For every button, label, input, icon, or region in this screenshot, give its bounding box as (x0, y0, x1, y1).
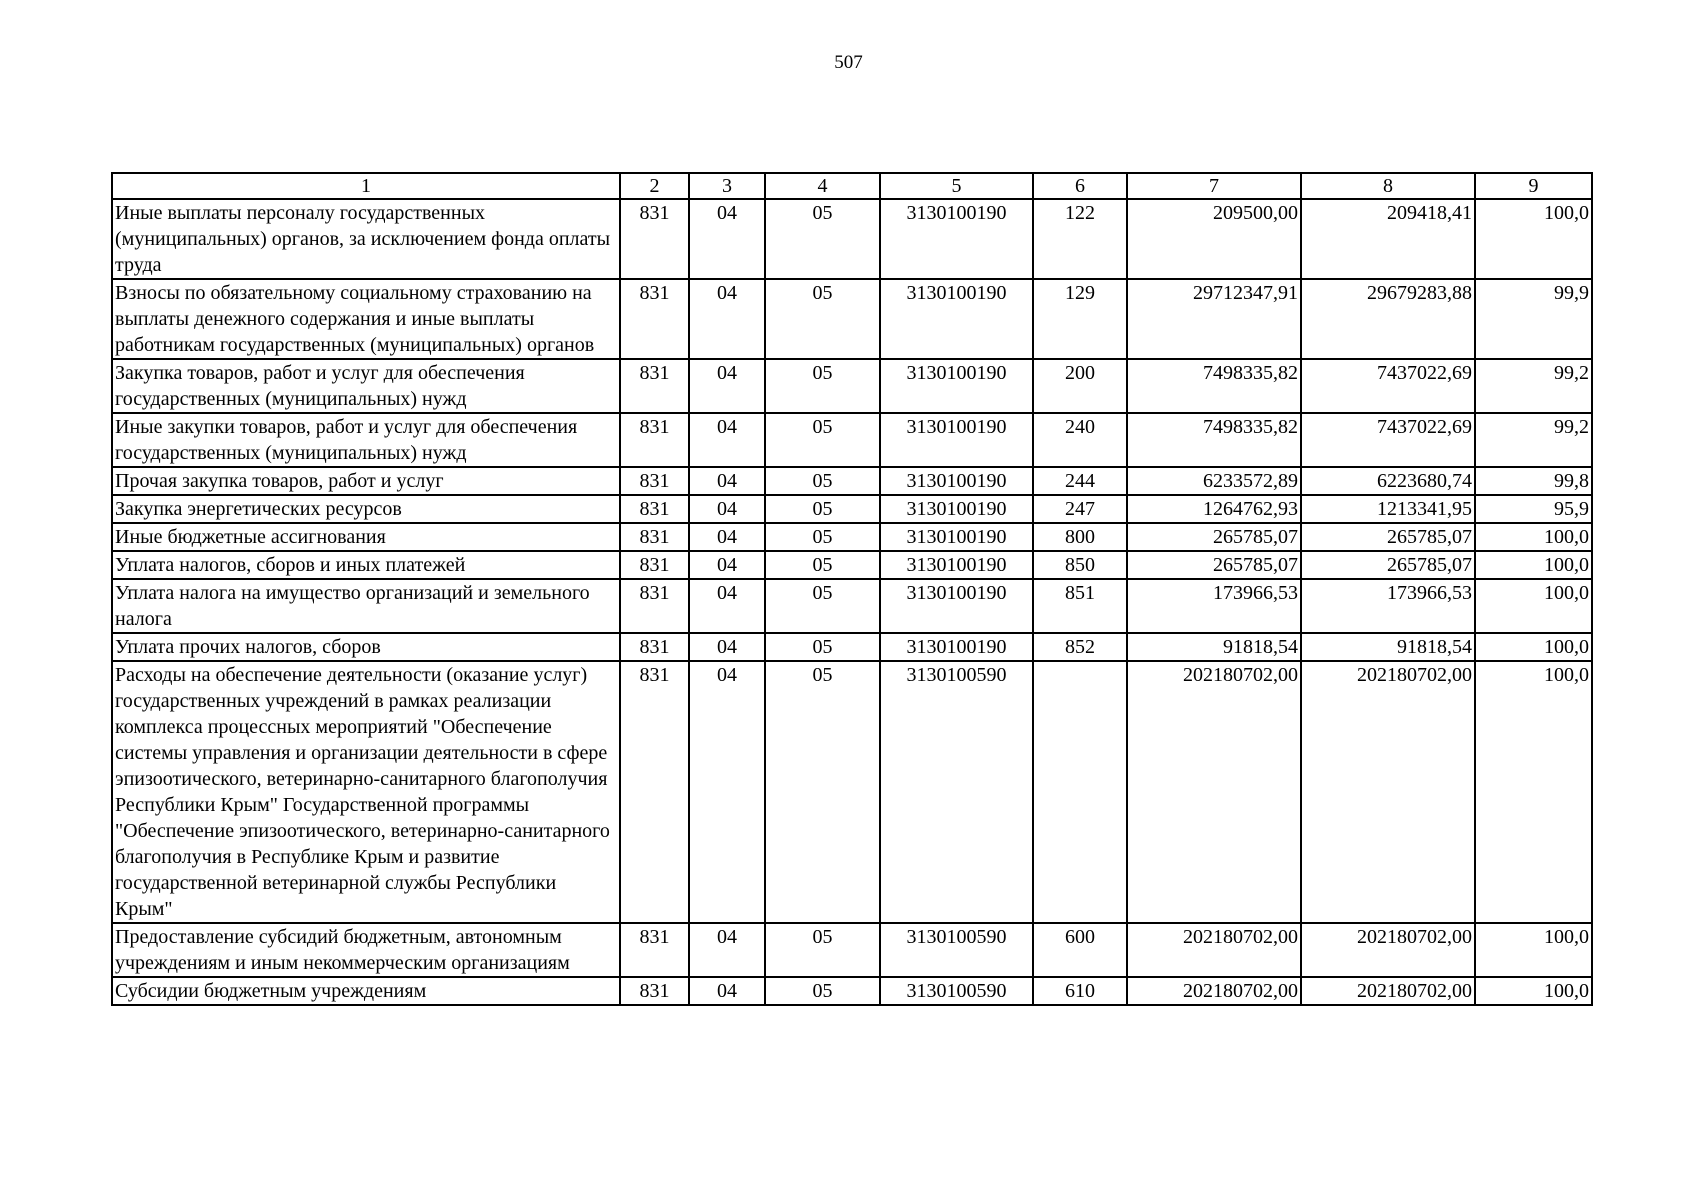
col9-percent-cell: 100,0 (1475, 523, 1592, 551)
col2-cell: 831 (620, 633, 689, 661)
col7-amount-cell: 29712347,91 (1127, 279, 1301, 359)
col5-cell: 3130100190 (880, 495, 1033, 523)
col6-cell: 600 (1033, 923, 1127, 977)
col9-percent-cell: 95,9 (1475, 495, 1592, 523)
table-row (112, 661, 1592, 923)
table-row (112, 923, 1592, 977)
col8-amount-cell: 1213341,95 (1301, 495, 1475, 523)
col7-amount-cell: 6233572,89 (1127, 467, 1301, 495)
col3-cell: 04 (689, 923, 765, 977)
col6-cell: 852 (1033, 633, 1127, 661)
col4-cell: 05 (765, 923, 880, 977)
header-cell: 4 (765, 173, 880, 199)
col2-cell: 831 (620, 359, 689, 413)
col9-percent-cell: 100,0 (1475, 977, 1592, 1005)
col2-cell: 831 (620, 279, 689, 359)
col2-cell: 831 (620, 199, 689, 279)
col2-cell: 831 (620, 579, 689, 633)
col4-cell: 05 (765, 661, 880, 923)
col7-amount-cell: 265785,07 (1127, 551, 1301, 579)
col3-cell: 04 (689, 977, 765, 1005)
page-number: 507 (834, 52, 863, 73)
col2-cell: 831 (620, 923, 689, 977)
row-name-cell: Иные бюджетные ассигнования (112, 523, 620, 551)
col2-cell: 831 (620, 551, 689, 579)
col3-cell: 04 (689, 359, 765, 413)
col5-cell: 3130100190 (880, 413, 1033, 467)
col5-cell: 3130100190 (880, 199, 1033, 279)
col7-amount-cell: 7498335,82 (1127, 413, 1301, 467)
col7-amount-cell: 265785,07 (1127, 523, 1301, 551)
col6-cell: 610 (1033, 977, 1127, 1005)
col4-cell: 05 (765, 359, 880, 413)
table-row (112, 633, 1592, 661)
col8-amount-cell: 7437022,69 (1301, 413, 1475, 467)
table-row (112, 551, 1592, 579)
col5-cell: 3130100590 (880, 977, 1033, 1005)
header-cell: 6 (1033, 173, 1127, 199)
col5-cell: 3130100190 (880, 359, 1033, 413)
header-cell: 5 (880, 173, 1033, 199)
col4-cell: 05 (765, 579, 880, 633)
table-row (112, 413, 1592, 467)
col6-cell: 244 (1033, 467, 1127, 495)
header-cell: 9 (1475, 173, 1592, 199)
col7-amount-cell: 202180702,00 (1127, 923, 1301, 977)
col8-amount-cell: 202180702,00 (1301, 977, 1475, 1005)
col7-amount-cell: 209500,00 (1127, 199, 1301, 279)
col5-cell: 3130100190 (880, 279, 1033, 359)
col4-cell: 05 (765, 551, 880, 579)
col6-cell: 129 (1033, 279, 1127, 359)
col9-percent-cell: 99,2 (1475, 413, 1592, 467)
col6-cell: 800 (1033, 523, 1127, 551)
col2-cell: 831 (620, 413, 689, 467)
col9-percent-cell: 100,0 (1475, 199, 1592, 279)
col6-cell: 200 (1033, 359, 1127, 413)
col8-amount-cell: 202180702,00 (1301, 661, 1475, 923)
col5-cell: 3130100590 (880, 661, 1033, 923)
col5-cell: 3130100190 (880, 467, 1033, 495)
table-row (112, 977, 1592, 1005)
col4-cell: 05 (765, 467, 880, 495)
col9-percent-cell: 100,0 (1475, 551, 1592, 579)
col7-amount-cell: 91818,54 (1127, 633, 1301, 661)
col4-cell: 05 (765, 633, 880, 661)
col5-cell: 3130100190 (880, 579, 1033, 633)
header-cell: 7 (1127, 173, 1301, 199)
table-row (112, 199, 1592, 279)
col8-amount-cell: 209418,41 (1301, 199, 1475, 279)
col2-cell: 831 (620, 467, 689, 495)
table-row (112, 467, 1592, 495)
col9-percent-cell: 99,2 (1475, 359, 1592, 413)
row-name-cell: Предоставление субсидий бюджетным, автономным учреждениям и иным некоммерческим организациям (112, 923, 620, 977)
col8-amount-cell: 265785,07 (1301, 523, 1475, 551)
col3-cell: 04 (689, 579, 765, 633)
col4-cell: 05 (765, 495, 880, 523)
row-name-cell: Прочая закупка товаров, работ и услуг (112, 467, 620, 495)
col2-cell: 831 (620, 661, 689, 923)
col6-cell: 851 (1033, 579, 1127, 633)
row-name-cell: Уплата прочих налогов, сборов (112, 633, 620, 661)
col4-cell: 05 (765, 523, 880, 551)
header-cell: 2 (620, 173, 689, 199)
col8-amount-cell: 29679283,88 (1301, 279, 1475, 359)
row-name-cell: Уплата налогов, сборов и иных платежей (112, 551, 620, 579)
col8-amount-cell: 202180702,00 (1301, 923, 1475, 977)
row-name-cell: Иные закупки товаров, работ и услуг для обеспечения государственных (муниципальных) нужд (112, 413, 620, 467)
col4-cell: 05 (765, 413, 880, 467)
col4-cell: 05 (765, 977, 880, 1005)
row-name-cell: Иные выплаты персоналу государственных (муниципальных) органов, за исключением фонда оплаты труда (112, 199, 620, 279)
col9-percent-cell: 100,0 (1475, 579, 1592, 633)
row-name-cell: Взносы по обязательному социальному страхованию на выплаты денежного содержания и иные выплаты работникам государственных (муниципальных) органов (112, 279, 620, 359)
col3-cell: 04 (689, 551, 765, 579)
col5-cell: 3130100590 (880, 923, 1033, 977)
col9-percent-cell: 100,0 (1475, 661, 1592, 923)
col2-cell: 831 (620, 495, 689, 523)
col6-cell: 122 (1033, 199, 1127, 279)
col7-amount-cell: 202180702,00 (1127, 977, 1301, 1005)
col3-cell: 04 (689, 633, 765, 661)
col3-cell: 04 (689, 413, 765, 467)
col7-amount-cell: 1264762,93 (1127, 495, 1301, 523)
row-name-cell: Уплата налога на имущество организаций и земельного налога (112, 579, 620, 633)
col2-cell: 831 (620, 977, 689, 1005)
col7-amount-cell: 7498335,82 (1127, 359, 1301, 413)
col8-amount-cell: 6223680,74 (1301, 467, 1475, 495)
col9-percent-cell: 99,8 (1475, 467, 1592, 495)
header-cell: 1 (112, 173, 620, 199)
budget-table (111, 172, 1593, 1006)
header-row (112, 173, 1592, 199)
row-name-cell: Закупка товаров, работ и услуг для обеспечения государственных (муниципальных) нужд (112, 359, 620, 413)
col7-amount-cell: 173966,53 (1127, 579, 1301, 633)
col6-cell: 850 (1033, 551, 1127, 579)
col8-amount-cell: 265785,07 (1301, 551, 1475, 579)
col4-cell: 05 (765, 279, 880, 359)
header-cell: 8 (1301, 173, 1475, 199)
col8-amount-cell: 7437022,69 (1301, 359, 1475, 413)
col6-cell (1033, 661, 1127, 923)
col6-cell: 247 (1033, 495, 1127, 523)
row-name-cell: Закупка энергетических ресурсов (112, 495, 620, 523)
col3-cell: 04 (689, 467, 765, 495)
col9-percent-cell: 99,9 (1475, 279, 1592, 359)
col6-cell: 240 (1033, 413, 1127, 467)
table-row (112, 579, 1592, 633)
col5-cell: 3130100190 (880, 523, 1033, 551)
col3-cell: 04 (689, 661, 765, 923)
table-row (112, 495, 1592, 523)
table-body (112, 199, 1592, 1005)
col7-amount-cell: 202180702,00 (1127, 661, 1301, 923)
row-name-cell: Субсидии бюджетным учреждениям (112, 977, 620, 1005)
col9-percent-cell: 100,0 (1475, 923, 1592, 977)
col3-cell: 04 (689, 199, 765, 279)
col9-percent-cell: 100,0 (1475, 633, 1592, 661)
header-cell: 3 (689, 173, 765, 199)
row-name-cell: Расходы на обеспечение деятельности (оказание услуг) государственных учреждений в рамках реализации комплекса процессных мероприятий "Обеспечение системы управления и организации деятельности в сфере эпизоотического, ветеринарно-санитарного благополучия Республики Крым" Государственной программы "Обеспечение эпизоотического, ветеринарно-санитарного благополучия в Республике Крым и развитие государственной ветеринарной службы Республики Крым" (112, 661, 620, 923)
table-row (112, 523, 1592, 551)
table-row (112, 279, 1592, 359)
col8-amount-cell: 91818,54 (1301, 633, 1475, 661)
col8-amount-cell: 173966,53 (1301, 579, 1475, 633)
col2-cell: 831 (620, 523, 689, 551)
col5-cell: 3130100190 (880, 633, 1033, 661)
col3-cell: 04 (689, 523, 765, 551)
col3-cell: 04 (689, 279, 765, 359)
col3-cell: 04 (689, 495, 765, 523)
table-row (112, 359, 1592, 413)
col5-cell: 3130100190 (880, 551, 1033, 579)
col4-cell: 05 (765, 199, 880, 279)
